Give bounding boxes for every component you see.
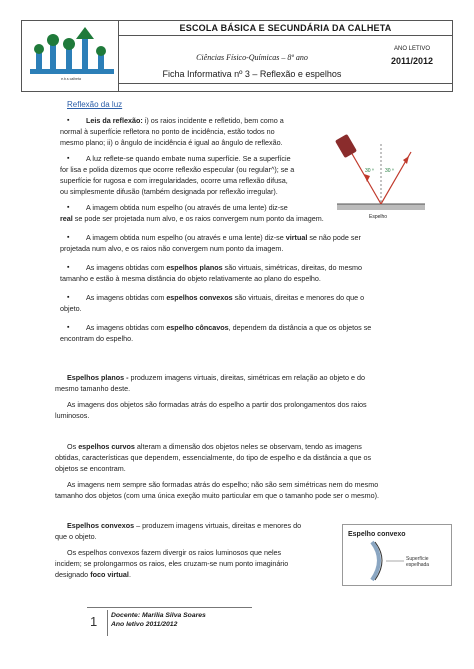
paragraph-line: Os espelhos curvos alteram a dimensão dos objetos neles se observam, tendo as imagens	[67, 442, 362, 451]
paragraph-line: normal à superfície refletora no ponto de incidência, estão todos no	[60, 127, 275, 136]
paragraph-line: ou simplesmente difusão (também designada por reflexão irregular).	[60, 187, 278, 196]
paragraph-line: As imagens obtidas com espelho côncavos, dependem da distância a que os objetos se	[86, 323, 372, 332]
page-title: Ficha Informativa nº 3 – Reflexão e espelhos	[162, 69, 342, 79]
subject-line: Ciências Físico-Químicas – 8º ano	[196, 53, 308, 62]
reflection-diagram	[331, 132, 431, 222]
paragraph-line: A imagem obtida num espelho (ou através de uma lente) diz-se	[86, 203, 288, 212]
paragraph-line: incidem; se prolongarmos os raios, eles cruzam-se num ponto imaginário	[55, 559, 289, 568]
section-title: Reflexão da luz	[67, 100, 123, 109]
footer-year: Ano letivo 2011/2012	[111, 621, 178, 628]
paragraph-line: Os espelhos convexos fazem divergir os raios luminosos que neles	[67, 548, 282, 557]
paragraph-line: mesmo tamanho deste.	[55, 384, 131, 393]
paragraph-line: As imagens nem sempre são formadas atrás do espelho; não são sem simétricas nem do mesmo	[67, 480, 379, 489]
school-logo	[28, 25, 116, 77]
paragraph-line: real se pode ser projetada num alvo, e os raios convergem num ponto da imagem.	[60, 214, 324, 223]
bullet: ▪	[67, 294, 70, 301]
paragraph-line: obtidas, características que dependem, essencialmente, do tipo de espelho e da distância a que os	[55, 453, 372, 462]
bullet: ▪	[67, 264, 70, 271]
angle-label: 30 º	[365, 168, 374, 174]
figure-title: Espelho convexo	[348, 531, 406, 538]
figure-label: espelhada	[406, 562, 430, 568]
bullet: ▪	[67, 155, 70, 162]
divider	[118, 83, 453, 84]
footer-divider	[107, 610, 108, 636]
convex-mirror-figure	[342, 524, 452, 586]
year-label: ANO LETIVO	[393, 46, 430, 52]
paragraph-line: tamanho dos objetos (com uma única exeção muito particular em que o tamanho pode ser o mesmo).	[55, 491, 380, 500]
page-number: 1	[90, 614, 98, 629]
paragraph-line: Espelhos convexos – produzem imagens virtuais, direitas e menores do	[67, 521, 302, 530]
bullet: ▪	[67, 324, 70, 331]
angle-label: 30 º	[385, 168, 394, 174]
paragraph-line: projetada num alvo, e os raios não convergem num ponto da imagem.	[60, 244, 284, 253]
paragraph-line: for lisa e polida dizemos que ocorre reflexão especular (ou regular^); se a	[60, 165, 295, 174]
logo-text: e.b.s calheta	[61, 77, 81, 81]
paragraph-line: que o objeto.	[55, 532, 97, 541]
footer-divider	[87, 607, 252, 608]
paragraph-line: mesmo plano; ii) o ângulo de incidência é igual ao ângulo de reflexão.	[60, 138, 283, 147]
mirror-label: Espelho	[369, 214, 388, 220]
paragraph-line: superfície for rugosa e com irregularidades, ocorre uma reflexão difusa,	[60, 176, 288, 185]
header-box	[21, 20, 453, 92]
paragraph-line: designado foco virtual.	[55, 570, 131, 579]
paragraph-line: A luz reflete-se quando embate numa superfície. Se a superfície	[86, 154, 291, 163]
paragraph-line: Leis da reflexão: i) os raios incidente e refletido, bem como a	[86, 116, 284, 125]
paragraph-line: objetos se encontram.	[55, 464, 126, 473]
year-value: 2011/2012	[390, 56, 434, 66]
school-name: ESCOLA BÁSICA E SECUNDÁRIA DA CALHETA	[179, 23, 392, 33]
paragraph-line: As imagens obtidas com espelhos convexos são virtuais, direitas e menores do que o	[86, 293, 365, 302]
paragraph-line: encontram do espelho.	[60, 334, 134, 343]
paragraph-line: objeto.	[60, 304, 82, 313]
paragraph-line: tamanho e estão à mesma distância do objeto relativamente ao plano do espelho.	[60, 274, 321, 283]
paragraph-line: As imagens obtidas com espelhos planos são virtuais, simétricas, direitas, do mesmo	[86, 263, 363, 272]
paragraph-line: As imagens dos objetos são formadas atrás do espelho a partir dos prolongamentos dos raios	[67, 400, 367, 409]
figure-label: Superfície	[406, 556, 429, 562]
divider	[118, 35, 453, 36]
bullet: ▪	[67, 204, 70, 211]
bullet: ▪	[67, 117, 70, 124]
paragraph-line: A imagem obtida num espelho (ou através e uma lente) diz-se virtual se não pode ser	[86, 233, 361, 242]
paragraph-line: Espelhos planos - produzem imagens virtuais, direitas, simétricas em relação ao objeto e do	[67, 373, 366, 382]
paragraph-line: luminosos.	[55, 411, 90, 420]
footer-teacher: Docente: Marília Silva Soares	[111, 612, 206, 619]
bullet: ▪	[67, 234, 70, 241]
